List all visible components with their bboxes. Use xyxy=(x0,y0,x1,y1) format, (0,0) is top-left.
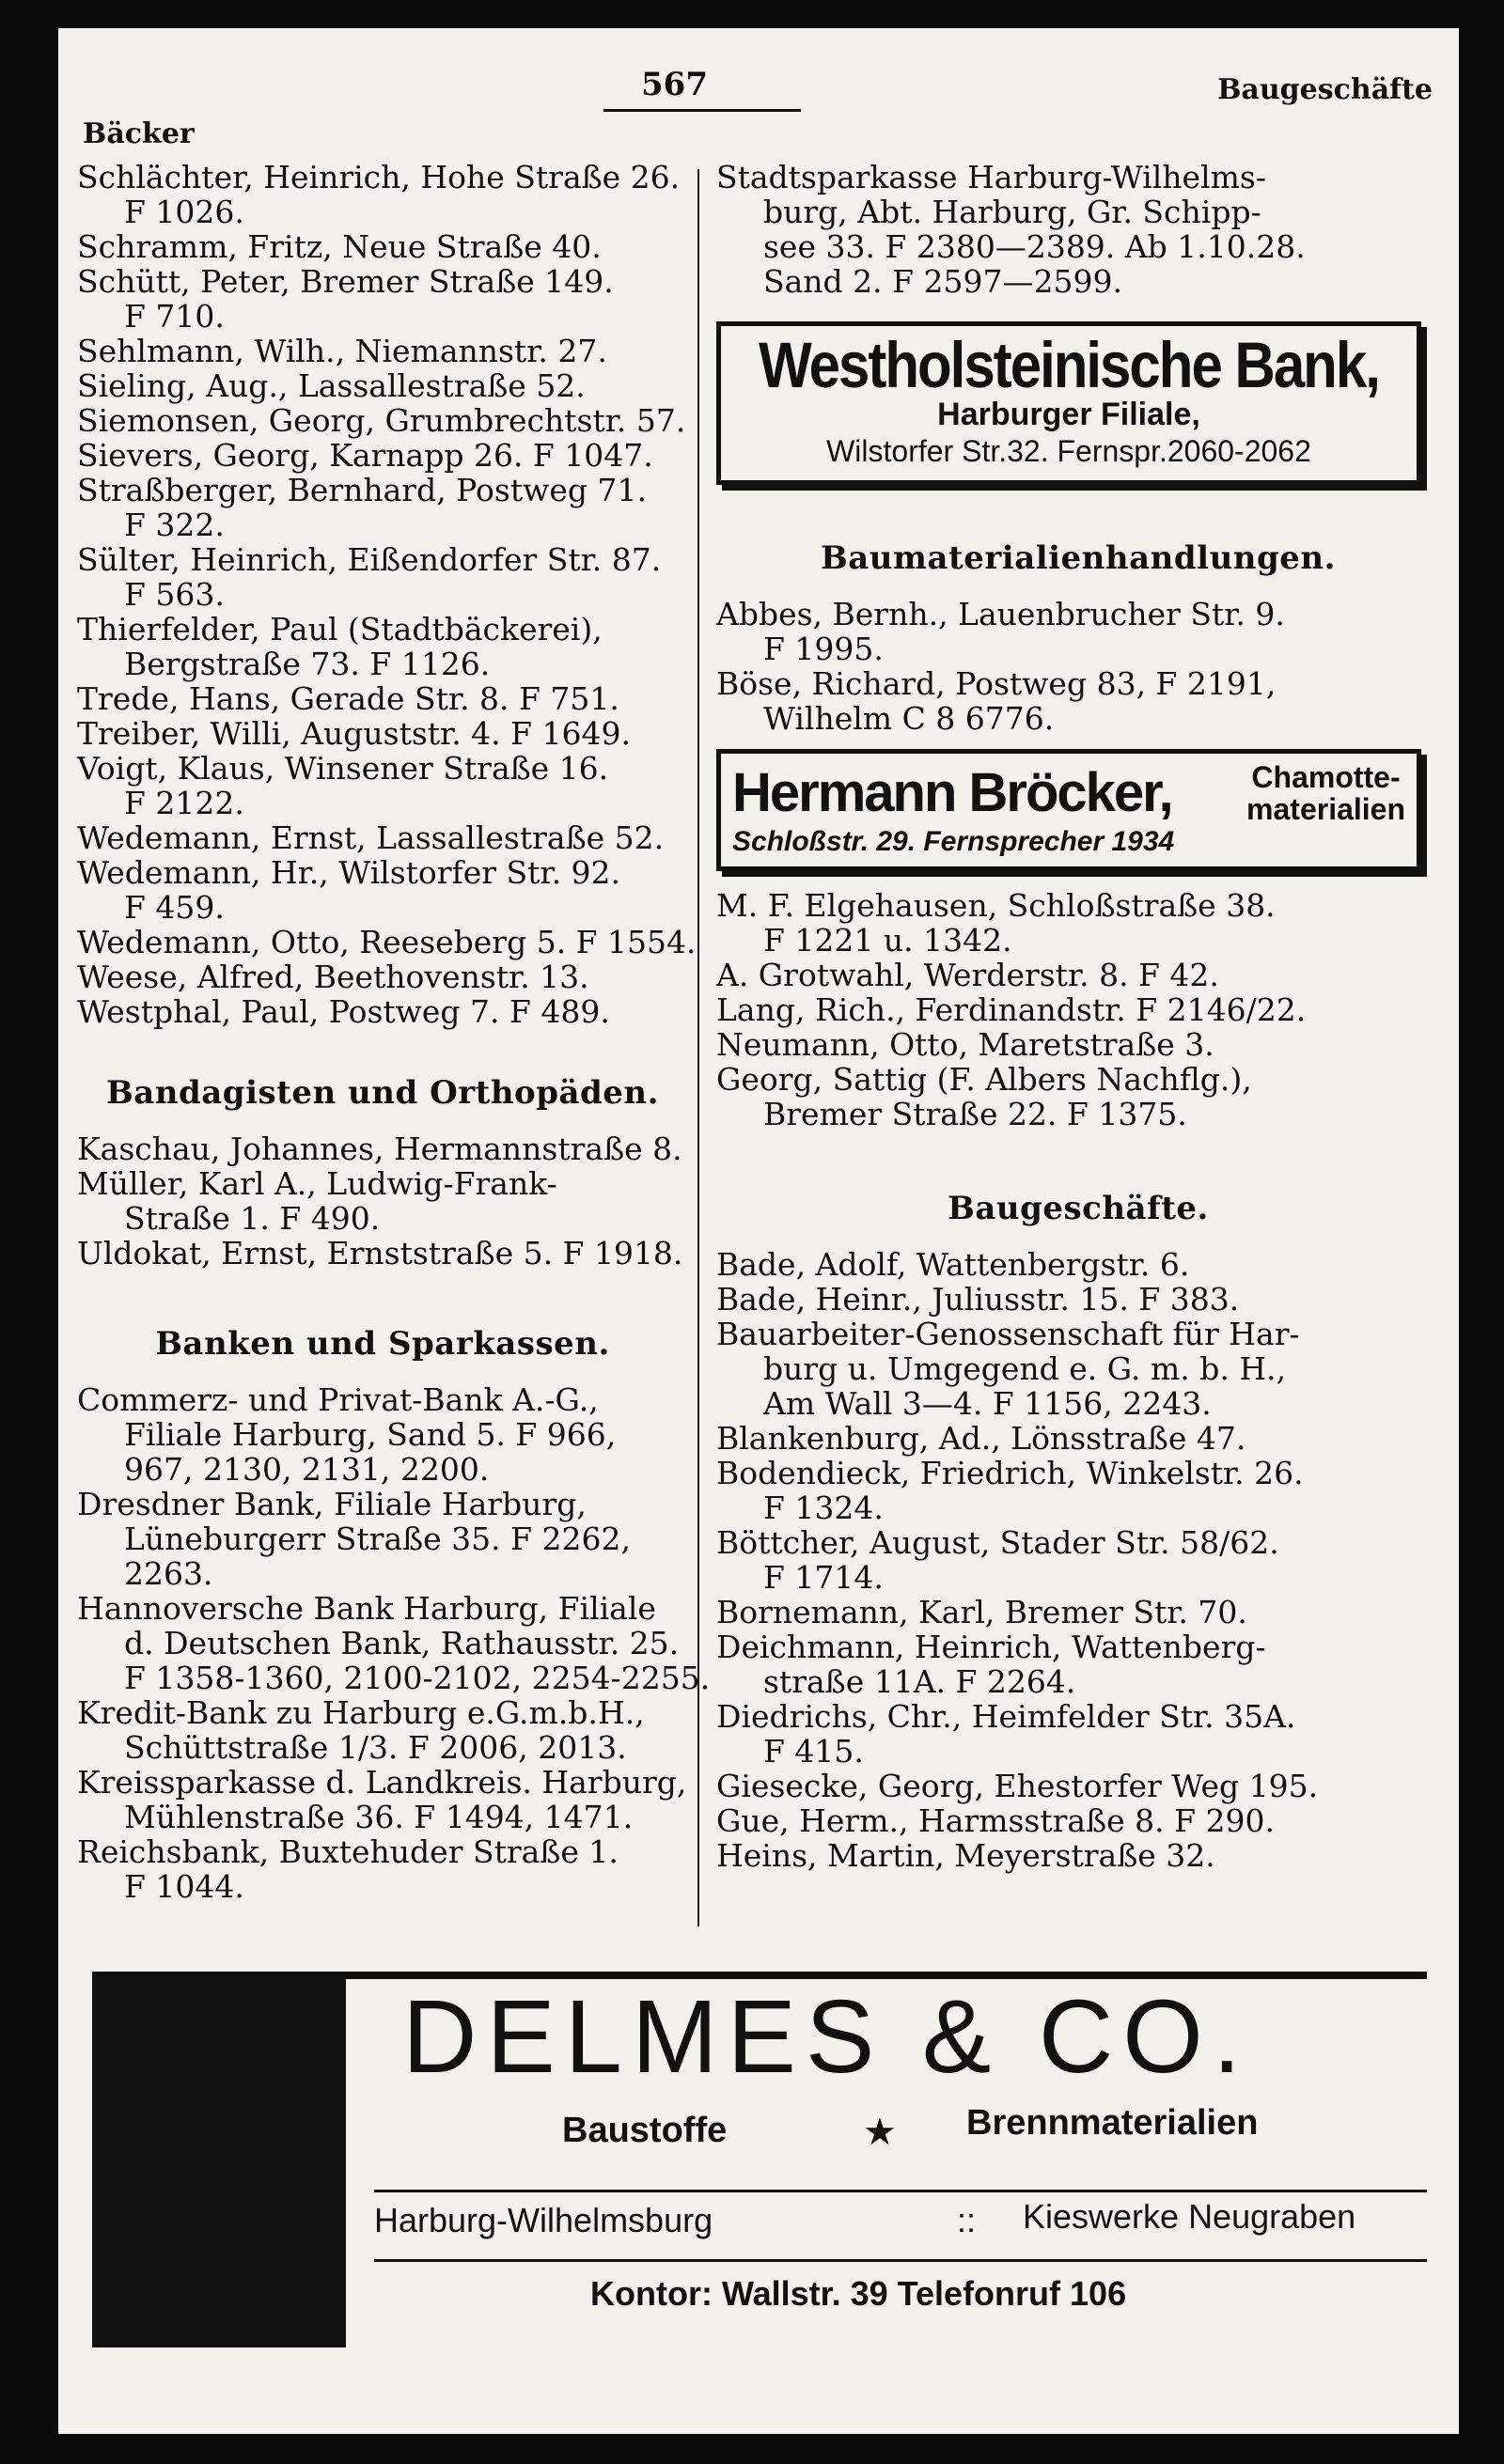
baecker-list xyxy=(77,159,697,1030)
list-item xyxy=(77,403,688,438)
section-heading-baugeschaefte: Baugeschäfte. xyxy=(948,1190,1209,1227)
list-item xyxy=(77,229,688,264)
entry-text: Schlächter, Heinrich, Hohe Straße 26. xyxy=(77,159,681,195)
baumaterial-list-2 xyxy=(716,888,1440,1131)
entry-cont: F 1221 u. 1342. xyxy=(763,922,1012,959)
list-item xyxy=(716,1769,1440,1803)
baugeschaefte-list xyxy=(716,1247,1440,1873)
entry-text: Trede, Hans, Gerade Str. 8. F 751. xyxy=(77,680,619,717)
entry-cont: Schüttstraße 1/3. F 2006, 2013. xyxy=(124,1729,627,1766)
list-item xyxy=(716,958,1440,992)
entry-text: Voigt, Klaus, Winsener Straße 16. xyxy=(77,750,609,787)
left-column xyxy=(77,159,711,1905)
ad-broecker-kind2: materialien xyxy=(1246,792,1405,826)
list-item xyxy=(716,1421,1440,1456)
section-heading-baumaterial: Baumaterialienhandlungen. xyxy=(821,539,1336,577)
entry-text: Reichsbank, Buxtehuder Straße 1. xyxy=(77,1833,619,1870)
list-item xyxy=(716,666,1440,736)
entry-text: Straßberger, Bernhard, Postweg 71. xyxy=(77,472,647,508)
entry-cont: Am Wall 3—4. F 1156, 2243. xyxy=(763,1385,1212,1422)
list-item xyxy=(77,1131,688,1166)
page-number: 567 xyxy=(641,66,708,103)
entry-text: Thierfelder, Paul (Stadtbäckerei), xyxy=(77,611,603,647)
bandagisten-list xyxy=(77,1131,688,1271)
list-item xyxy=(716,1699,1440,1769)
entry-text: Müller, Karl A., Ludwig-Frank- xyxy=(77,1165,557,1202)
ad-delmes-location-left: Harburg-Wilhelmsburg xyxy=(374,2201,713,2239)
entry-cont: F 459. xyxy=(124,889,225,926)
entry-cont: Filiale Harburg, Sand 5. F 966, xyxy=(124,1416,617,1453)
ad-delmes xyxy=(92,1972,1427,2366)
list-item xyxy=(77,1765,688,1834)
entry-cont: F 1995. xyxy=(763,631,884,667)
list-item xyxy=(77,160,688,229)
entry-text: Treiber, Willi, Auguststr. 4. F 1649. xyxy=(77,715,632,752)
entry-text: Wedemann, Hr., Wilstorfer Str. 92. xyxy=(77,854,621,891)
entry-text: Lang, Rich., Ferdinandstr. F 2146/22. xyxy=(716,991,1307,1028)
entry-text: Hannoversche Bank Harburg, Filiale xyxy=(77,1590,656,1627)
ad-delmes-separator: :: xyxy=(957,2201,977,2239)
ad-bank-name: Westholsteinische Bank, xyxy=(759,328,1379,401)
entry-text: Heins, Martin, Meyerstraße 32. xyxy=(716,1837,1215,1874)
entry-text: Blankenburg, Ad., Lönsstraße 47. xyxy=(716,1420,1246,1457)
list-item xyxy=(77,716,688,751)
entry-cont: Bremer Straße 22. F 1375. xyxy=(763,1096,1187,1132)
entry-cont: Straße 1. F 490. xyxy=(124,1200,381,1237)
star-icon: ★ xyxy=(863,2112,897,2153)
ad-broecker-kind xyxy=(1246,761,1405,825)
entry-text: Schramm, Fritz, Neue Straße 40. xyxy=(77,228,602,265)
list-item xyxy=(77,1166,688,1236)
entry-text: Wedemann, Otto, Reeseberg 5. F 1554. xyxy=(77,924,697,960)
list-item xyxy=(716,1317,1440,1421)
entry-text: Deichmann, Heinrich, Wattenberg- xyxy=(716,1629,1266,1665)
entry-cont: see 33. F 2380—2389. Ab 1.10.28. xyxy=(763,228,1306,265)
list-item xyxy=(716,1027,1440,1062)
entry-cont: Lüneburgerr Straße 35. F 2262, xyxy=(124,1521,632,1557)
list-item xyxy=(77,542,688,612)
ad-broecker-kind1: Chamotte- xyxy=(1251,760,1401,794)
entry-text: Bodendieck, Friedrich, Winkelstr. 26. xyxy=(716,1455,1304,1491)
list-item xyxy=(77,959,688,994)
entry-cont: F 563. xyxy=(124,576,225,613)
list-item xyxy=(77,473,688,542)
entry-text: Giesecke, Georg, Ehestorfer Weg 195. xyxy=(716,1768,1319,1804)
entry-text: Sievers, Georg, Karnapp 26. F 1047. xyxy=(77,437,653,474)
entry-text: Abbes, Bernh., Lauenbrucher Str. 9. xyxy=(716,596,1285,632)
entry-text: Neumann, Otto, Maretstraße 3. xyxy=(716,1026,1214,1063)
entry-cont: Sand 2. F 2597—2599. xyxy=(763,263,1122,300)
ad-bank-address: Wilstorfer Str.32. Fernspr.2060-2062 xyxy=(826,434,1311,468)
entry-cont: straße 11A. F 2264. xyxy=(763,1663,1076,1700)
list-item xyxy=(77,264,688,334)
list-item xyxy=(716,597,1440,666)
ad-delmes-black-block xyxy=(92,1972,346,2347)
entry-cont: F 322. xyxy=(124,507,225,543)
ad-delmes-brennmaterialien: Brennmaterialien xyxy=(966,2103,1259,2143)
entry-cont: F 1324. xyxy=(763,1489,884,1526)
entry-text: M. F. Elgehausen, Schloßstraße 38. xyxy=(716,887,1276,924)
list-item xyxy=(77,1590,711,1696)
list-item xyxy=(77,334,688,368)
ad-broecker-address: Schloßstr. 29. Fernsprecher 1934 xyxy=(732,826,1175,857)
list-item xyxy=(716,888,1440,958)
banken-list xyxy=(77,1381,711,1905)
list-item xyxy=(77,681,688,716)
list-item xyxy=(77,1236,688,1271)
list-item xyxy=(716,1595,1440,1630)
list-item xyxy=(77,1834,688,1904)
list-item xyxy=(77,751,688,820)
entry-text: Weese, Alfred, Beethovenstr. 13. xyxy=(77,959,589,995)
ad-delmes-rule-2 xyxy=(374,2259,1427,2262)
ad-hermann-broecker xyxy=(716,749,1421,871)
entry-cont: Wilhelm C 8 6776. xyxy=(763,700,1055,737)
list-item xyxy=(77,612,688,681)
ad-delmes-location-right: Kieswerke Neugraben xyxy=(1023,2197,1356,2236)
entry-cont: F 1044. xyxy=(124,1868,244,1905)
ad-delmes-name: DELMES & CO. xyxy=(402,1979,1251,2095)
list-item xyxy=(77,1695,688,1765)
list-item xyxy=(716,1525,1440,1595)
entry-text: Sülter, Heinrich, Eißendorfer Str. 87. xyxy=(77,541,662,578)
entry-cont: F 415. xyxy=(763,1733,864,1770)
list-item xyxy=(77,820,688,855)
list-item xyxy=(716,1838,1440,1873)
list-item xyxy=(716,1282,1440,1317)
ad-broecker-name: Hermann Bröcker, xyxy=(732,762,1172,823)
entry-cont: F 710. xyxy=(124,298,225,335)
baumaterial-list xyxy=(716,597,1440,736)
entry-cont: F 1714. xyxy=(763,1559,884,1596)
list-item xyxy=(77,438,688,473)
entry-text: Stadtsparkasse Harburg-Wilhelms- xyxy=(716,159,1267,195)
list-item xyxy=(77,1382,688,1487)
entry-text: Commerz- und Privat-Bank A.-G., xyxy=(77,1381,599,1418)
entry-text: Siemonsen, Georg, Grumbrechtstr. 57. xyxy=(77,402,686,439)
entry-cont: burg u. Umgegend e. G. m. b. H., xyxy=(763,1350,1287,1387)
entry-text: Georg, Sattig (F. Albers Nachflg.), xyxy=(716,1061,1252,1098)
entry-cont: Mühlenstraße 36. F 1494, 1471. xyxy=(124,1799,634,1835)
entry-text: Westphal, Paul, Postweg 7. F 489. xyxy=(77,993,610,1030)
entry-text: Sehlmann, Wilh., Niemannstr. 27. xyxy=(77,333,607,369)
list-item xyxy=(716,1062,1440,1131)
entry-cont: burg, Abt. Harburg, Gr. Schipp- xyxy=(763,194,1261,230)
ad-delmes-baustoffe: Baustoffe xyxy=(562,2111,728,2150)
header-rule xyxy=(603,109,801,112)
ad-bank-branch: Harburger Filiale, xyxy=(937,397,1200,432)
entry-text: Dresdner Bank, Filiale Harburg, xyxy=(77,1486,587,1522)
list-item xyxy=(716,1456,1440,1525)
section-heading-banken: Banken und Sparkassen. xyxy=(155,1325,610,1363)
entry-text: Böse, Richard, Postweg 83, F 2191, xyxy=(716,665,1277,702)
entry-text: Uldokat, Ernst, Ernststraße 5. F 1918. xyxy=(77,1235,683,1271)
header-left: Bäcker xyxy=(83,117,195,150)
list-item xyxy=(716,1630,1440,1699)
header-right: Baugeschäfte xyxy=(1217,73,1433,106)
entry-cont: 967, 2130, 2131, 2200. xyxy=(124,1451,490,1488)
list-item xyxy=(77,924,697,960)
ad-broecker-row xyxy=(732,761,1405,825)
entry-text: Wedemann, Ernst, Lassallestraße 52. xyxy=(77,819,665,856)
entry-text: Gue, Herm., Harmsstraße 8. F 290. xyxy=(716,1802,1275,1839)
entry-text: A. Grotwahl, Werderstr. 8. F 42. xyxy=(716,957,1219,993)
entry-cont: 2263. xyxy=(124,1555,213,1592)
list-item xyxy=(77,368,688,403)
entry-text: Kaschau, Johannes, Hermannstraße 8. xyxy=(77,1131,682,1167)
entry-text: Schütt, Peter, Bremer Straße 149. xyxy=(77,263,614,300)
entry-text: Bade, Heinr., Juliusstr. 15. F 383. xyxy=(716,1281,1240,1318)
entry-text: Bauarbeiter-Genossenschaft für Har- xyxy=(716,1316,1300,1352)
entry-cont: Bergstraße 73. F 1126. xyxy=(124,646,491,682)
entry-text: Kredit-Bank zu Harburg e.G.m.b.H., xyxy=(77,1694,645,1731)
ad-delmes-rule xyxy=(374,2190,1427,2192)
list-item xyxy=(716,992,1440,1027)
list-item xyxy=(716,1247,1440,1282)
directory-page xyxy=(58,28,1459,2434)
section-heading-bandagisten: Bandagisten und Orthopäden. xyxy=(106,1074,659,1112)
list-item xyxy=(77,1487,688,1591)
entry-text: Diedrichs, Chr., Heimfelder Str. 35A. xyxy=(716,1698,1296,1735)
ad-westholsteinische-bank xyxy=(716,321,1421,485)
entry-text: Bornemann, Karl, Bremer Str. 70. xyxy=(716,1594,1247,1630)
right-column xyxy=(716,160,1440,1873)
entry-text: Sieling, Aug., Lassallestraße 52. xyxy=(77,367,586,404)
entry-text: Kreissparkasse d. Landkreis. Harburg, xyxy=(77,1764,687,1801)
ad-delmes-kontor: Kontor: Wallstr. 39 Telefonruf 106 xyxy=(590,2274,1127,2313)
entry-text: Bade, Adolf, Wattenbergstr. 6. xyxy=(716,1246,1190,1283)
entry-cont: F 1026. xyxy=(124,194,244,230)
entry-text: Böttcher, August, Stader Str. 58/62. xyxy=(716,1524,1279,1561)
list-item xyxy=(77,994,688,1029)
list-item xyxy=(716,160,1440,299)
entry-cont: F 2122. xyxy=(124,785,244,821)
entry-cont: d. Deutschen Bank, Rathausstr. 25. xyxy=(124,1625,680,1661)
list-item xyxy=(716,1803,1440,1838)
entry-cont: F 1358-1360, 2100-2102, 2254-2255. xyxy=(124,1660,711,1696)
list-item xyxy=(77,855,688,925)
